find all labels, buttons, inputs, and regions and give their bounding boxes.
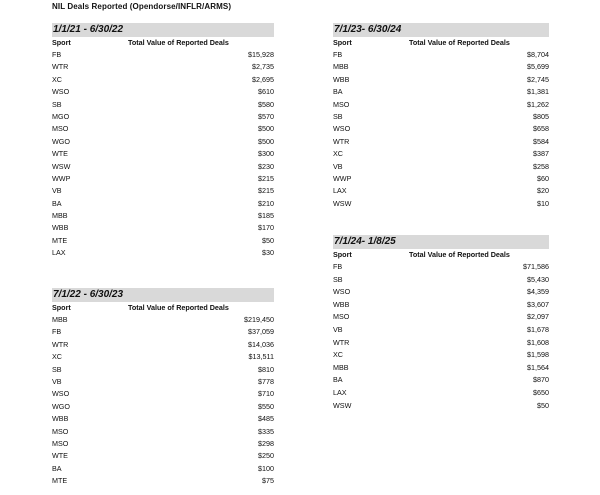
table-row — [52, 198, 274, 210]
table-row — [333, 111, 549, 123]
sport-cell: WSW — [333, 198, 352, 208]
sport-cell: WWP — [333, 173, 352, 183]
table-row — [52, 111, 274, 123]
table-row — [52, 438, 274, 450]
sport-cell: WSW — [52, 161, 71, 171]
value-cell: $215 — [258, 186, 274, 196]
table-2021-2022 — [52, 23, 274, 260]
table-row — [52, 401, 274, 413]
table-row — [333, 311, 549, 324]
table-row — [333, 337, 549, 350]
period-header: 7/1/22 - 6/30/23 — [52, 288, 274, 302]
sport-cell: BA — [333, 375, 343, 385]
value-column-header: Total Value of Reported Deals — [128, 38, 229, 47]
table-row — [333, 274, 549, 287]
value-cell: $250 — [258, 451, 274, 461]
table-row — [333, 349, 549, 362]
value-cell: $215 — [258, 173, 274, 183]
period-header: 7/1/23- 6/30/24 — [333, 23, 549, 37]
table-row — [52, 185, 274, 197]
table-row — [333, 74, 549, 86]
period-header: 7/1/24- 1/8/25 — [333, 235, 549, 249]
table-row — [52, 222, 274, 234]
sport-cell: WBB — [333, 299, 350, 309]
value-cell: $210 — [258, 198, 274, 208]
table-row — [52, 314, 274, 326]
column-headers — [52, 37, 274, 49]
column-headers — [52, 302, 274, 314]
value-cell: $15,928 — [248, 50, 274, 59]
value-cell: $805 — [533, 111, 549, 121]
value-cell: $3,607 — [527, 299, 549, 309]
sport-cell: XC — [52, 352, 62, 362]
table-row — [333, 198, 549, 210]
sport-cell: SB — [52, 364, 62, 374]
document-title: NIL Deals Reported (Opendorse/INFLR/ARMS) — [52, 2, 232, 11]
table-row — [52, 247, 274, 259]
table-row — [52, 450, 274, 462]
sport-cell: FB — [333, 262, 343, 271]
value-cell: $5,430 — [527, 274, 549, 284]
sport-cell: WSO — [52, 389, 70, 399]
value-cell: $298 — [258, 438, 274, 448]
sport-cell: WTR — [333, 136, 350, 146]
table-row — [52, 351, 274, 363]
value-cell: $50 — [537, 400, 549, 410]
value-cell: $71,586 — [523, 262, 549, 271]
table-row — [333, 148, 549, 160]
value-cell: $485 — [258, 414, 274, 424]
table-row — [52, 388, 274, 400]
sport-cell: WWP — [52, 173, 71, 183]
table-row — [52, 136, 274, 148]
sport-column-header: Sport — [52, 303, 71, 312]
value-cell: $1,564 — [527, 362, 549, 372]
value-column-header: Total Value of Reported Deals — [409, 38, 510, 47]
value-cell: $170 — [258, 223, 274, 233]
sport-cell: MSO — [52, 426, 69, 436]
sport-cell: WSW — [333, 400, 352, 410]
table-row — [333, 49, 549, 61]
value-cell: $500 — [258, 136, 274, 146]
period-header: 1/1/21 - 6/30/22 — [52, 23, 274, 37]
column-headers — [333, 249, 549, 261]
table-row — [333, 123, 549, 135]
value-cell: $1,381 — [527, 87, 549, 97]
table-row — [52, 173, 274, 185]
value-cell: $650 — [533, 387, 549, 397]
table-row — [333, 136, 549, 148]
table-row — [52, 426, 274, 438]
table-row — [52, 49, 274, 61]
sport-cell: BA — [52, 198, 62, 208]
sport-cell: WSO — [52, 87, 70, 97]
sport-cell: WGO — [52, 136, 70, 146]
value-column-header: Total Value of Reported Deals — [128, 303, 229, 312]
value-cell: $10 — [537, 198, 549, 208]
table-2024-2025 — [333, 235, 549, 412]
value-cell: $610 — [258, 87, 274, 97]
sport-cell: WSO — [333, 287, 351, 297]
table-row — [52, 463, 274, 475]
sport-cell: MSO — [333, 99, 350, 109]
value-cell: $1,598 — [527, 350, 549, 360]
value-cell: $658 — [533, 124, 549, 134]
value-cell: $2,735 — [252, 62, 274, 72]
sport-cell: MBB — [52, 315, 68, 324]
value-cell: $30 — [262, 248, 274, 258]
sport-cell: BA — [52, 463, 62, 473]
table-row — [52, 161, 274, 173]
table-row — [333, 299, 549, 312]
value-cell: $778 — [258, 376, 274, 386]
sport-cell: WSO — [333, 124, 351, 134]
sport-cell: XC — [52, 74, 62, 84]
value-cell: $2,097 — [527, 312, 549, 322]
sport-cell: FB — [52, 327, 62, 337]
value-cell: $185 — [258, 211, 274, 221]
value-cell: $710 — [258, 389, 274, 399]
value-cell: $14,036 — [248, 339, 274, 349]
sport-column-header: Sport — [333, 38, 352, 47]
value-cell: $5,699 — [527, 62, 549, 72]
value-cell: $8,704 — [527, 50, 549, 59]
sport-cell: WBB — [333, 74, 350, 84]
value-column-header: Total Value of Reported Deals — [409, 250, 510, 259]
value-cell: $2,695 — [252, 74, 274, 84]
table-row — [333, 261, 549, 274]
value-cell: $37,059 — [248, 327, 274, 337]
table-row — [333, 161, 549, 173]
table-row — [52, 61, 274, 73]
value-cell: $219,450 — [244, 315, 274, 324]
sport-cell: MGO — [52, 111, 70, 121]
sport-cell: SB — [333, 274, 343, 284]
value-cell: $1,678 — [527, 324, 549, 334]
value-cell: $4,359 — [527, 287, 549, 297]
sport-cell: BA — [333, 87, 343, 97]
sport-cell: SB — [52, 99, 62, 109]
value-cell: $300 — [258, 149, 274, 159]
sport-column-header: Sport — [333, 250, 352, 259]
value-cell: $387 — [533, 149, 549, 159]
sport-cell: WBB — [52, 223, 69, 233]
sport-cell: WTE — [52, 149, 68, 159]
value-cell: $550 — [258, 401, 274, 411]
value-cell: $1,608 — [527, 337, 549, 347]
table-row — [52, 148, 274, 160]
table-row — [52, 210, 274, 222]
sport-cell: XC — [333, 350, 343, 360]
value-cell: $810 — [258, 364, 274, 374]
table-2022-2023 — [52, 288, 274, 487]
sport-cell: WTR — [52, 339, 69, 349]
table-row — [333, 173, 549, 185]
sport-cell: WTR — [333, 337, 350, 347]
table-row — [52, 364, 274, 376]
table-row — [52, 235, 274, 247]
table-row — [52, 376, 274, 388]
value-cell: $335 — [258, 426, 274, 436]
table-row — [333, 286, 549, 299]
value-cell: $258 — [533, 161, 549, 171]
table-row — [333, 362, 549, 375]
value-cell: $75 — [262, 476, 274, 486]
table-row — [52, 326, 274, 338]
sport-cell: VB — [52, 376, 62, 386]
table-row — [52, 339, 274, 351]
table-row — [52, 74, 274, 86]
table-row — [333, 99, 549, 111]
sport-column-header: Sport — [52, 38, 71, 47]
table-row — [333, 86, 549, 98]
value-cell: $870 — [533, 375, 549, 385]
sport-cell: WBB — [52, 414, 69, 424]
value-cell: $230 — [258, 161, 274, 171]
sport-cell: LAX — [333, 186, 347, 196]
sport-cell: WTR — [52, 62, 69, 72]
table-row — [52, 475, 274, 487]
sport-cell: MBB — [333, 362, 349, 372]
sport-cell: FB — [333, 50, 343, 59]
value-cell: $584 — [533, 136, 549, 146]
table-row — [333, 185, 549, 197]
value-cell: $570 — [258, 111, 274, 121]
sport-cell: SB — [333, 111, 343, 121]
sport-cell: VB — [333, 324, 343, 334]
value-cell: $580 — [258, 99, 274, 109]
sport-cell: MTE — [52, 476, 68, 486]
value-cell: $60 — [537, 173, 549, 183]
table-row — [333, 374, 549, 387]
value-cell: $2,745 — [527, 74, 549, 84]
table-row — [52, 99, 274, 111]
sport-cell: VB — [333, 161, 343, 171]
sport-cell: MSO — [52, 438, 69, 448]
sport-cell: LAX — [52, 248, 66, 258]
sport-cell: VB — [52, 186, 62, 196]
sport-cell: MSO — [52, 124, 69, 134]
sport-cell: XC — [333, 149, 343, 159]
value-cell: $500 — [258, 124, 274, 134]
column-headers — [333, 37, 549, 49]
value-cell: $20 — [537, 186, 549, 196]
table-row — [52, 413, 274, 425]
sport-cell: MTE — [52, 235, 68, 245]
sport-cell: WGO — [52, 401, 70, 411]
table-2023-2024 — [333, 23, 549, 210]
sport-cell: WTE — [52, 451, 68, 461]
sport-cell: LAX — [333, 387, 347, 397]
table-row — [333, 400, 549, 413]
value-cell: $1,262 — [527, 99, 549, 109]
table-row — [52, 86, 274, 98]
table-row — [333, 387, 549, 400]
value-cell: $50 — [262, 235, 274, 245]
table-row — [333, 61, 549, 73]
value-cell: $13,511 — [248, 352, 274, 362]
value-cell: $100 — [258, 463, 274, 473]
table-row — [52, 123, 274, 135]
sport-cell: MBB — [333, 62, 349, 72]
table-row — [333, 324, 549, 337]
sport-cell: MSO — [333, 312, 350, 322]
sport-cell: MBB — [52, 211, 68, 221]
sport-cell: FB — [52, 50, 62, 59]
